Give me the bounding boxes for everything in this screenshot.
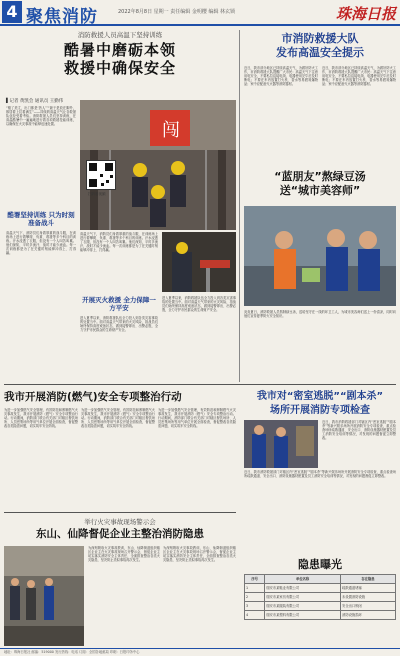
- table-header-cell: 单位名称: [265, 575, 341, 584]
- escape-body-2: 近日，我市消防救援部门对辖区内“密室逃脱”“剧本杀”等新兴娱乐场所开展消防安全专项检查，重点检查场所疏散通道、安全出口、消防设施器材配置及员工消防安全培训等情况，对发现的问题督促立即整改。: [244, 470, 396, 479]
- qr-caption: 扫码看视频: [88, 192, 106, 196]
- lead-byline: ▌记者 黄凯会 通讯员 王勤伟: [6, 99, 64, 104]
- drill-headline: 东山、仙降督促企业主整治消防隐患: [36, 528, 204, 540]
- table-cell: 瑞安市某服装有限公司: [265, 602, 341, 611]
- table-cell: 4: [245, 611, 265, 620]
- table-row: [245, 584, 396, 593]
- table-cell: 未设置消防设施: [341, 593, 396, 602]
- table-cell: 3: [245, 602, 265, 611]
- escape-body-1: 近日，我市消防救援部门对辖区内“密室逃脱”“剧本杀”等新兴娱乐场所开展消防安全专项检查，重点检查场所疏散通道、安全出口、消防设施器材配置及员工消防安全培训等情况，对发现的问题督促立即整改。: [322, 420, 396, 441]
- drill-photo: [4, 546, 84, 646]
- table-header-cell: 存在隐患: [341, 575, 396, 584]
- notice-body-2: 近日，我市部分地区已持续高温天气，为做好防火工作，市消防救援大队提醒广大市民：高温天气下注意用电安全，不要私拉乱接电线，电器使用完毕后及时断电；不要在车内放置打火机、香水等易燃易爆物品；家中应配备灭火器等消防器材。: [322, 66, 396, 87]
- drill-body-1: 为深刻吸取火灾事故教训，东山、仙降街道组织辖区企业主在火灾事故现场召开警示会，督促企业主切实落实消防安全主体责任，全面排查整治各类火灾隐患，坚决防止类似事故再次发生。: [88, 546, 160, 563]
- lead-subhead-1: 酷署坚持训练 只为时刻准备战斗: [7, 211, 75, 227]
- column-rule: [239, 30, 240, 382]
- hazard-table-title: 隐患曝光: [298, 558, 342, 571]
- gas-headline: 我市开展消防(燃气)安全专项整治行动: [4, 391, 182, 403]
- notice-headline-line1: 市消防救援大队: [281, 32, 359, 45]
- table-row: [245, 611, 396, 620]
- qr-code[interactable]: [86, 160, 116, 190]
- table-cell: 2: [245, 593, 265, 602]
- notice-article: [244, 32, 396, 60]
- page-number: 4: [2, 1, 22, 23]
- paper-logo: 珠海日报: [335, 5, 396, 23]
- hazard-table: [244, 574, 396, 620]
- escape-article: [244, 390, 396, 418]
- masthead: [0, 0, 400, 26]
- table-header-row: [245, 575, 396, 584]
- table-cell: 安全出口锁闭: [341, 602, 396, 611]
- page-footer: 地址：珠海日报社 邮编：519000 发行热线：电话 订阅：全国各地邮局 印刷：日报印务中心: [0, 648, 400, 656]
- escape-photo: [244, 420, 318, 468]
- gas-body-1: 为进一步加强燃气安全管理，有效防范和遏制燃气火灾事故发生，我市开展消防（燃气）安全专项整治行动。行动期间，消防部门联合有关部门对辖区餐饮场所、人员密集场所等用气单位开展全面检查，督促整改各类隐患问题，切实筑牢安全防线。: [4, 408, 78, 429]
- lead-body-3: 进入夏季以来，消防救援队伍全力投入到各类灾害事故的处置当中。面对高温天气带来的火灾风险，指战员们始终保持高度戒备状态，做到接警即出、出警必胜，全力守护市民群众的生命财产安全。: [162, 296, 236, 313]
- escape-headline-line2: 场所开展消防专项检查: [270, 405, 370, 416]
- notice-headline-line2: 发布高温安全提示: [276, 46, 364, 59]
- notice-body-1: 近日，我市部分地区已持续高温天气，为做好防火工作，市消防救援大队提醒广大市民：高温天气下注意用电安全，不要私拉乱接电线，电器使用完毕后及时断电；不要在车内放置打火机、香水等易燃易爆物品；家中应配备灭火器等消防器材。: [244, 66, 318, 87]
- table-cell: 1: [245, 584, 265, 593]
- bluefriend-body: 炎炎夏日，消防救援人员熬制绿豆汤，送给坚守在一线的环卫工人，为城市美容师们送上一份清凉，同时向他们宣传夏季防火安全知识。: [244, 310, 396, 319]
- table-row: [245, 602, 396, 611]
- gas-body-2: 为进一步加强燃气安全管理，有效防范和遏制燃气火灾事故发生，我市开展消防（燃气）安全专项整治行动。行动期间，消防部门联合有关部门对辖区餐饮场所、人员密集场所等用气单位开展全面检查，督促整改各类隐患问题，切实筑牢安全防线。: [81, 408, 155, 429]
- section-rule-2: [4, 512, 236, 513]
- lead-subhead-2: 开展灭火救援 全力保障一方平安: [82, 296, 156, 312]
- lead-body-2: 进入夏季以来，消防救援队伍全力投入到各类灾害事故的处置当中。面对高温天气带来的火灾风险，指战员们始终保持高度戒备状态，做到接警即出、出警必胜，全力守护市民群众的生命财产安全。: [80, 316, 158, 333]
- drill-article: [4, 517, 236, 541]
- issue-meta: 2022年8月8日 星期一 责任编辑 金明樱 编辑 林玄锁: [118, 9, 236, 15]
- escape-headline-line1: 我市对“密室逃脱”“剧本杀”: [256, 391, 384, 402]
- table-cell: 消防设施损坏: [341, 611, 396, 620]
- lead-intro-text: “刚了美丈，出门都是‘热人’”“最于是放在脚外，都居着上拉着满生”——持续的高温天气让各救援队伍经受着考验。消防救援人员们坚持训练，在高温酷暑中一遍遍地进行着各项救援技能训练，以确保在火灾事故中能够迅速处置。: [6, 106, 76, 127]
- table-cell: 瑞安市某家纺有限公司: [265, 593, 341, 602]
- gas-body-3: 为进一步加强燃气安全管理，有效防范和遏制燃气火灾事故发生，我市开展消防（燃气）安全专项整治行动。行动期间，消防部门联合有关部门对辖区餐饮场所、人员密集场所等用气单位开展全面检查，督促整改各类隐患问题，切实筑牢安全防线。: [158, 408, 236, 429]
- lead-headline-line1: 酷暑中磨砺本领: [63, 41, 176, 59]
- lead-kicker: 消防救援人员高温下坚持训练: [77, 31, 163, 39]
- section-rule-1: [4, 384, 396, 385]
- table-row: [245, 593, 396, 602]
- drill-body-2: 为深刻吸取火灾事故教训，东山、仙降街道组织辖区企业主在火灾事故现场召开警示会，督促企业主切实落实消防安全主体责任，全面排查整治各类火灾隐患，坚决防止类似事故再次发生。: [163, 546, 236, 563]
- svg-text:闯: 闯: [162, 120, 180, 141]
- bluefriend-photo: [244, 206, 396, 306]
- section-title: 聚焦消防: [26, 7, 98, 27]
- table-cell: 疏散通道堵塞: [341, 584, 396, 593]
- drill-kicker: 举行火灾事故现场警示会: [84, 518, 156, 526]
- rescue-photo: [162, 232, 236, 292]
- table-cell: 瑞安市某塑料有限公司: [265, 611, 341, 620]
- table-cell: 瑞安市某鞋业有限公司: [265, 584, 341, 593]
- lead-body-2a: 高温天气下，消防员们身着厚重的战斗服，在训练场上进行着攀爬、负重、救援等多个科目的训练。汗水浸透了衣服，但没有一个人叫苦叫累。他们深知，平时多流汗，战时才能少流血。每一次训练都是为了在关键时刻能够冲得上、打得赢。: [80, 232, 158, 253]
- lead-article: [4, 30, 236, 77]
- bluefriend-article: [244, 170, 396, 198]
- bluefriend-headline-line1: “蓝朋友”熬绿豆汤: [274, 170, 366, 183]
- lead-headline-line2: 救援中确保安全: [63, 59, 176, 77]
- table-header-cell: 序号: [245, 575, 265, 584]
- bluefriend-headline-line2: 送“城市美容师”: [279, 184, 361, 197]
- lead-body-1: 高温天气下，消防员们身着厚重的战斗服，在训练场上进行着攀爬、负重、救援等多个科目的训练。汗水浸透了衣服，但没有一个人叫苦叫累。他们深知，平时多流汗，战时才能少流血。每一次训练都是为了在关键时刻能够冲得上、打得赢。: [6, 231, 76, 256]
